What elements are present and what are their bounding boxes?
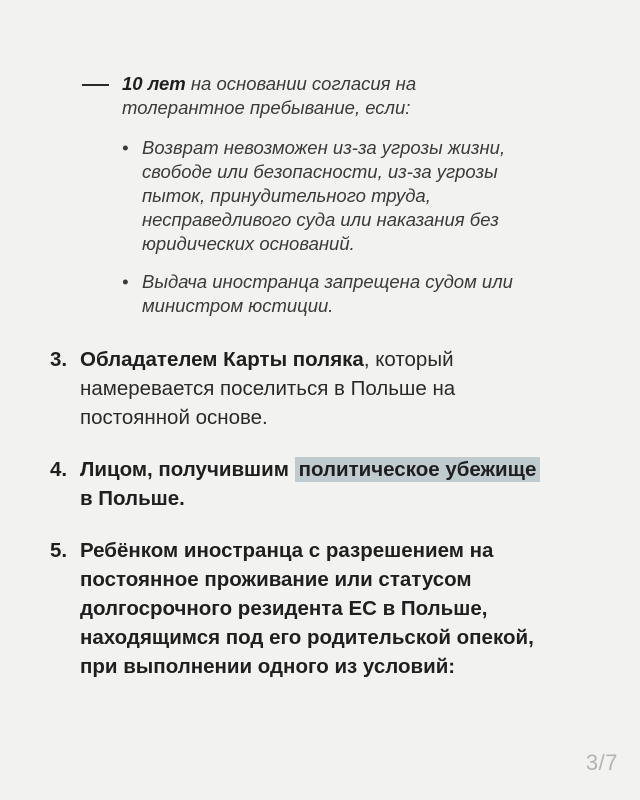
numbered-item-3	[50, 345, 550, 432]
item-number: 3.	[50, 348, 68, 371]
numbered-item-5	[50, 536, 550, 681]
item-text	[50, 455, 550, 513]
item-bold-text: Лицом, получившим	[80, 458, 289, 481]
bullet-text: Выдача иностранца запрещена судом или министром юстиции.	[142, 271, 513, 316]
dash-item-text	[122, 72, 522, 120]
bullet-dot-icon: •	[122, 137, 129, 158]
item-number: 4.	[50, 458, 68, 481]
page-indicator: 3/7	[585, 750, 618, 775]
item-text	[50, 536, 550, 681]
bullet-item	[122, 136, 562, 256]
dash-item-bold: 10 лет	[122, 73, 186, 94]
item-body-text: , который намеревается поселиться в Польше на постоянной основе.	[80, 348, 456, 429]
item-number: 5.	[50, 539, 68, 562]
bullet-text: Возврат невозможен из-за угрозы жизни, свободе или безопасности, из-за угрозы пыток, принудительного труда, несправедливого суда или наказания без юридических оснований.	[142, 137, 506, 254]
item-bold-text-after: в Польше.	[80, 487, 185, 510]
numbered-item-4	[50, 455, 550, 513]
bullet-item	[122, 270, 562, 318]
highlighted-term: политическое убежище	[295, 457, 541, 482]
dash-item-body: на основании согласия на толерантное пребывание, если:	[122, 73, 417, 118]
bullet-dot-icon: •	[122, 271, 129, 292]
item-bold-text: Обладателем Карты поляка	[80, 348, 364, 371]
item-bold-text: Ребёнком иностранца с разрешением на постоянное проживание или статусом долгосрочного резидента ЕС в Польше, находящимся под его родительской опекой, при выполнении одного из условий:	[80, 539, 534, 678]
item-text	[50, 345, 550, 432]
dash-divider	[82, 84, 109, 86]
